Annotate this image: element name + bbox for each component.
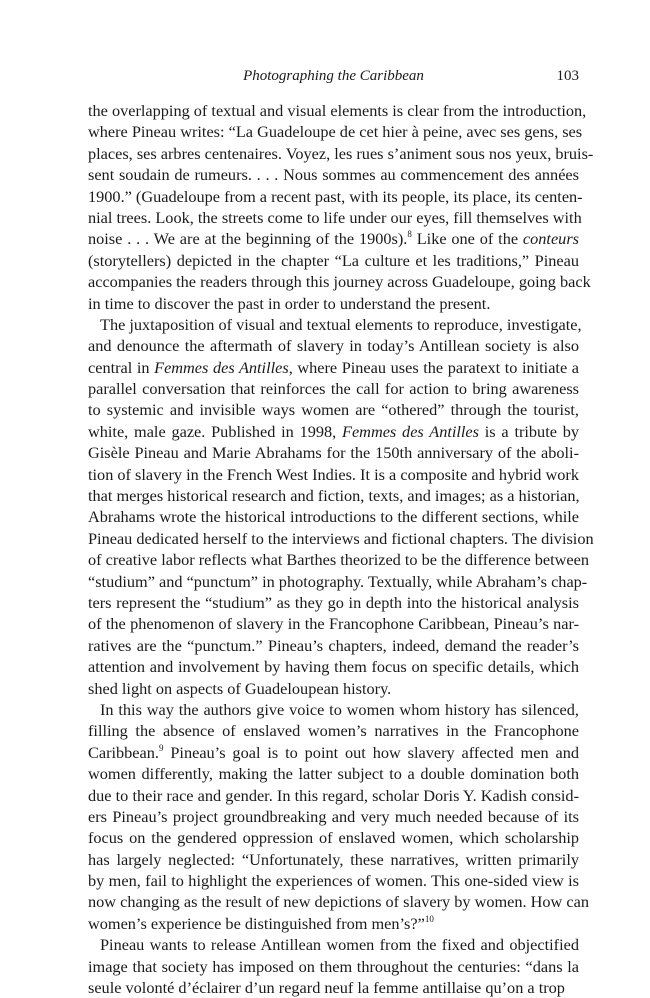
text-line [88, 742, 579, 763]
text-run: The juxtaposition of visual and textual elements to reproduce, investigate, [100, 314, 582, 334]
text-run: In this way the authors give voice to women whom history has silenced, [100, 699, 579, 719]
text-run: places, ses arbres centenaires. Voyez, les rues s’animent sous nos yeux, bruis- [88, 143, 594, 163]
text-line [88, 506, 579, 527]
text-run: has largely neglected: “Unfortunately, these narratives, written primarily [88, 849, 579, 869]
text-line [88, 186, 583, 207]
text-line [88, 357, 579, 378]
text-run: attention and involvement by having them focus on specific details, which [88, 657, 579, 677]
text-run: of creative labor reflects what Barthes theorized to be the difference between [88, 550, 590, 570]
text-line [88, 485, 579, 506]
text-line [88, 699, 579, 720]
text-line [88, 293, 579, 314]
text-line [88, 763, 579, 784]
footnote-marker: 8 [407, 229, 412, 240]
text-line [88, 891, 589, 912]
text-line [88, 464, 579, 485]
text-line [88, 207, 582, 228]
text-line [88, 934, 579, 955]
text-run: the overlapping of textual and visual elements is clear from the introduction, [88, 101, 587, 120]
text-line [88, 228, 579, 249]
paragraph [88, 934, 579, 998]
italic-title: Femmes des Antilles [342, 421, 479, 441]
text-line [88, 849, 579, 870]
text-line [88, 806, 579, 827]
text-run: and denounce the aftermath of slavery in today’s Antillean society is also [88, 336, 579, 356]
text-line [88, 164, 579, 185]
text-line [88, 421, 579, 442]
text-run: image that society has imposed on them throughout the centuries: “dans la [88, 956, 579, 976]
text-line [88, 399, 579, 420]
text-run: due to their race and gender. In this regard, scholar Doris Y. Kadish consid- [88, 785, 579, 805]
text-run: women differently, making the latter subject to a double domination both [88, 764, 579, 784]
text-run: Pineau wants to release Antillean women from the fixed and objectified [100, 935, 579, 955]
text-run: 1900.” (Guadeloupe from a recent past, with its people, its place, its centen- [88, 186, 583, 206]
text-line [88, 635, 579, 656]
text-line [88, 549, 590, 570]
text-line [88, 143, 594, 164]
text-run: to systemic and invisible ways women are “othered” through the tourist, [88, 400, 579, 420]
footnote-marker: 10 [424, 913, 434, 924]
text-run: Pineau dedicated herself to the interviews and fictional chapters. The division [88, 528, 594, 548]
text-run: parallel conversation that reinforces the call for action to bring awareness [88, 379, 579, 399]
text-run: Abrahams wrote the historical introductions to the different sections, while [88, 507, 579, 527]
text-line [88, 271, 591, 292]
paragraph [88, 699, 589, 934]
text-line [88, 442, 579, 463]
text-line [88, 913, 579, 934]
text-line [88, 720, 579, 741]
text-line [88, 528, 594, 549]
text-line [88, 121, 583, 142]
text-run: is a tribute by [479, 421, 580, 441]
text-run: shed light on aspects of Guadeloupean history. [88, 678, 392, 698]
text-run: women’s experience be distinguished from men’s?” [88, 913, 425, 933]
text-run: noise . . . We are at the beginning of the 1900s). [88, 229, 408, 249]
text-line [88, 571, 588, 592]
text-run: , where Pineau uses the paratext to initiate a [288, 357, 579, 377]
text-line [88, 613, 579, 634]
paragraph [88, 100, 594, 314]
text-line [88, 378, 579, 399]
text-run: Caribbean. [88, 742, 159, 762]
text-run: “studium” and “punctum” in photography. Textually, while Abraham’s chap- [88, 571, 588, 591]
footnote-marker: 9 [158, 742, 164, 753]
text-run: Like one of the [411, 229, 523, 249]
text-line [88, 827, 579, 848]
text-run: Gisèle Pineau and Marie Abrahams for the 150th anniversary of the aboli- [88, 443, 579, 463]
paragraph [88, 314, 594, 699]
text-run: accompanies the readers through this journey across Guadeloupe, going back [88, 272, 591, 292]
running-head [88, 66, 579, 90]
text-line [88, 956, 579, 977]
text-run: tion of slavery in the French West Indies. It is a composite and hybrid work [88, 464, 579, 484]
text-run: white, male gaze. Published in 1998, [88, 421, 343, 441]
text-line [88, 335, 579, 356]
text-line [88, 785, 579, 806]
text-line [88, 678, 579, 699]
text-run: ters represent the “studium” as they go in depth into the historical analysis [88, 592, 579, 612]
text-run: (storytellers) depicted in the chapter “La culture et les traditions,” Pineau [88, 250, 579, 270]
text-line [88, 250, 579, 271]
text-run: where Pineau writes: “La Guadeloupe de cet hier à peine, avec ses gens, ses [88, 122, 583, 142]
text-run: by men, fail to highlight the experiences of women. This one-sided view is [88, 871, 579, 891]
running-head-title: Photographing the Caribbean [243, 68, 424, 84]
text-run: of the phenomenon of slavery in the Francophone Caribbean, Pineau’s nar- [88, 614, 579, 634]
text-run: now changing as the result of new depictions of slavery by women. How can [88, 892, 589, 912]
text-run: ratives are the “punctum.” Pineau’s chapters, indeed, demand the reader’s [88, 635, 579, 655]
text-run: nial trees. Look, the streets come to life under our eyes, fill themselves with [88, 207, 582, 227]
text-line [88, 656, 579, 677]
italic-title: conteurs [522, 229, 579, 249]
text-run: sent soudain de rumeurs. . . . Nous sommes au commencement des années [88, 165, 579, 185]
text-line [88, 314, 582, 335]
text-line [88, 592, 579, 613]
page-number: 103 [556, 68, 579, 84]
text-line [88, 100, 587, 121]
text-line [88, 977, 579, 998]
text-run: Pineau’s goal is to point out how slavery affected men and [163, 742, 579, 762]
text-line [88, 870, 579, 891]
text-run: filling the absence of enslaved women’s narratives in the Francophone [88, 721, 579, 741]
text-run: ers Pineau’s project groundbreaking and very much needed because of its [88, 806, 579, 826]
text-run: seule volonté d’éclairer d’un regard neuf la femme antillaise qu’on a trop [88, 978, 565, 998]
text-run: central in [88, 357, 155, 377]
text-run: that merges historical research and fiction, texts, and images; as a historian, [88, 486, 580, 506]
body-text [88, 100, 594, 998]
text-run: in time to discover the past in order to understand the present. [88, 293, 491, 313]
text-run: focus on the gendered oppression of enslaved women, which scholarship [88, 828, 579, 848]
italic-title: Femmes des Antilles [154, 357, 289, 377]
